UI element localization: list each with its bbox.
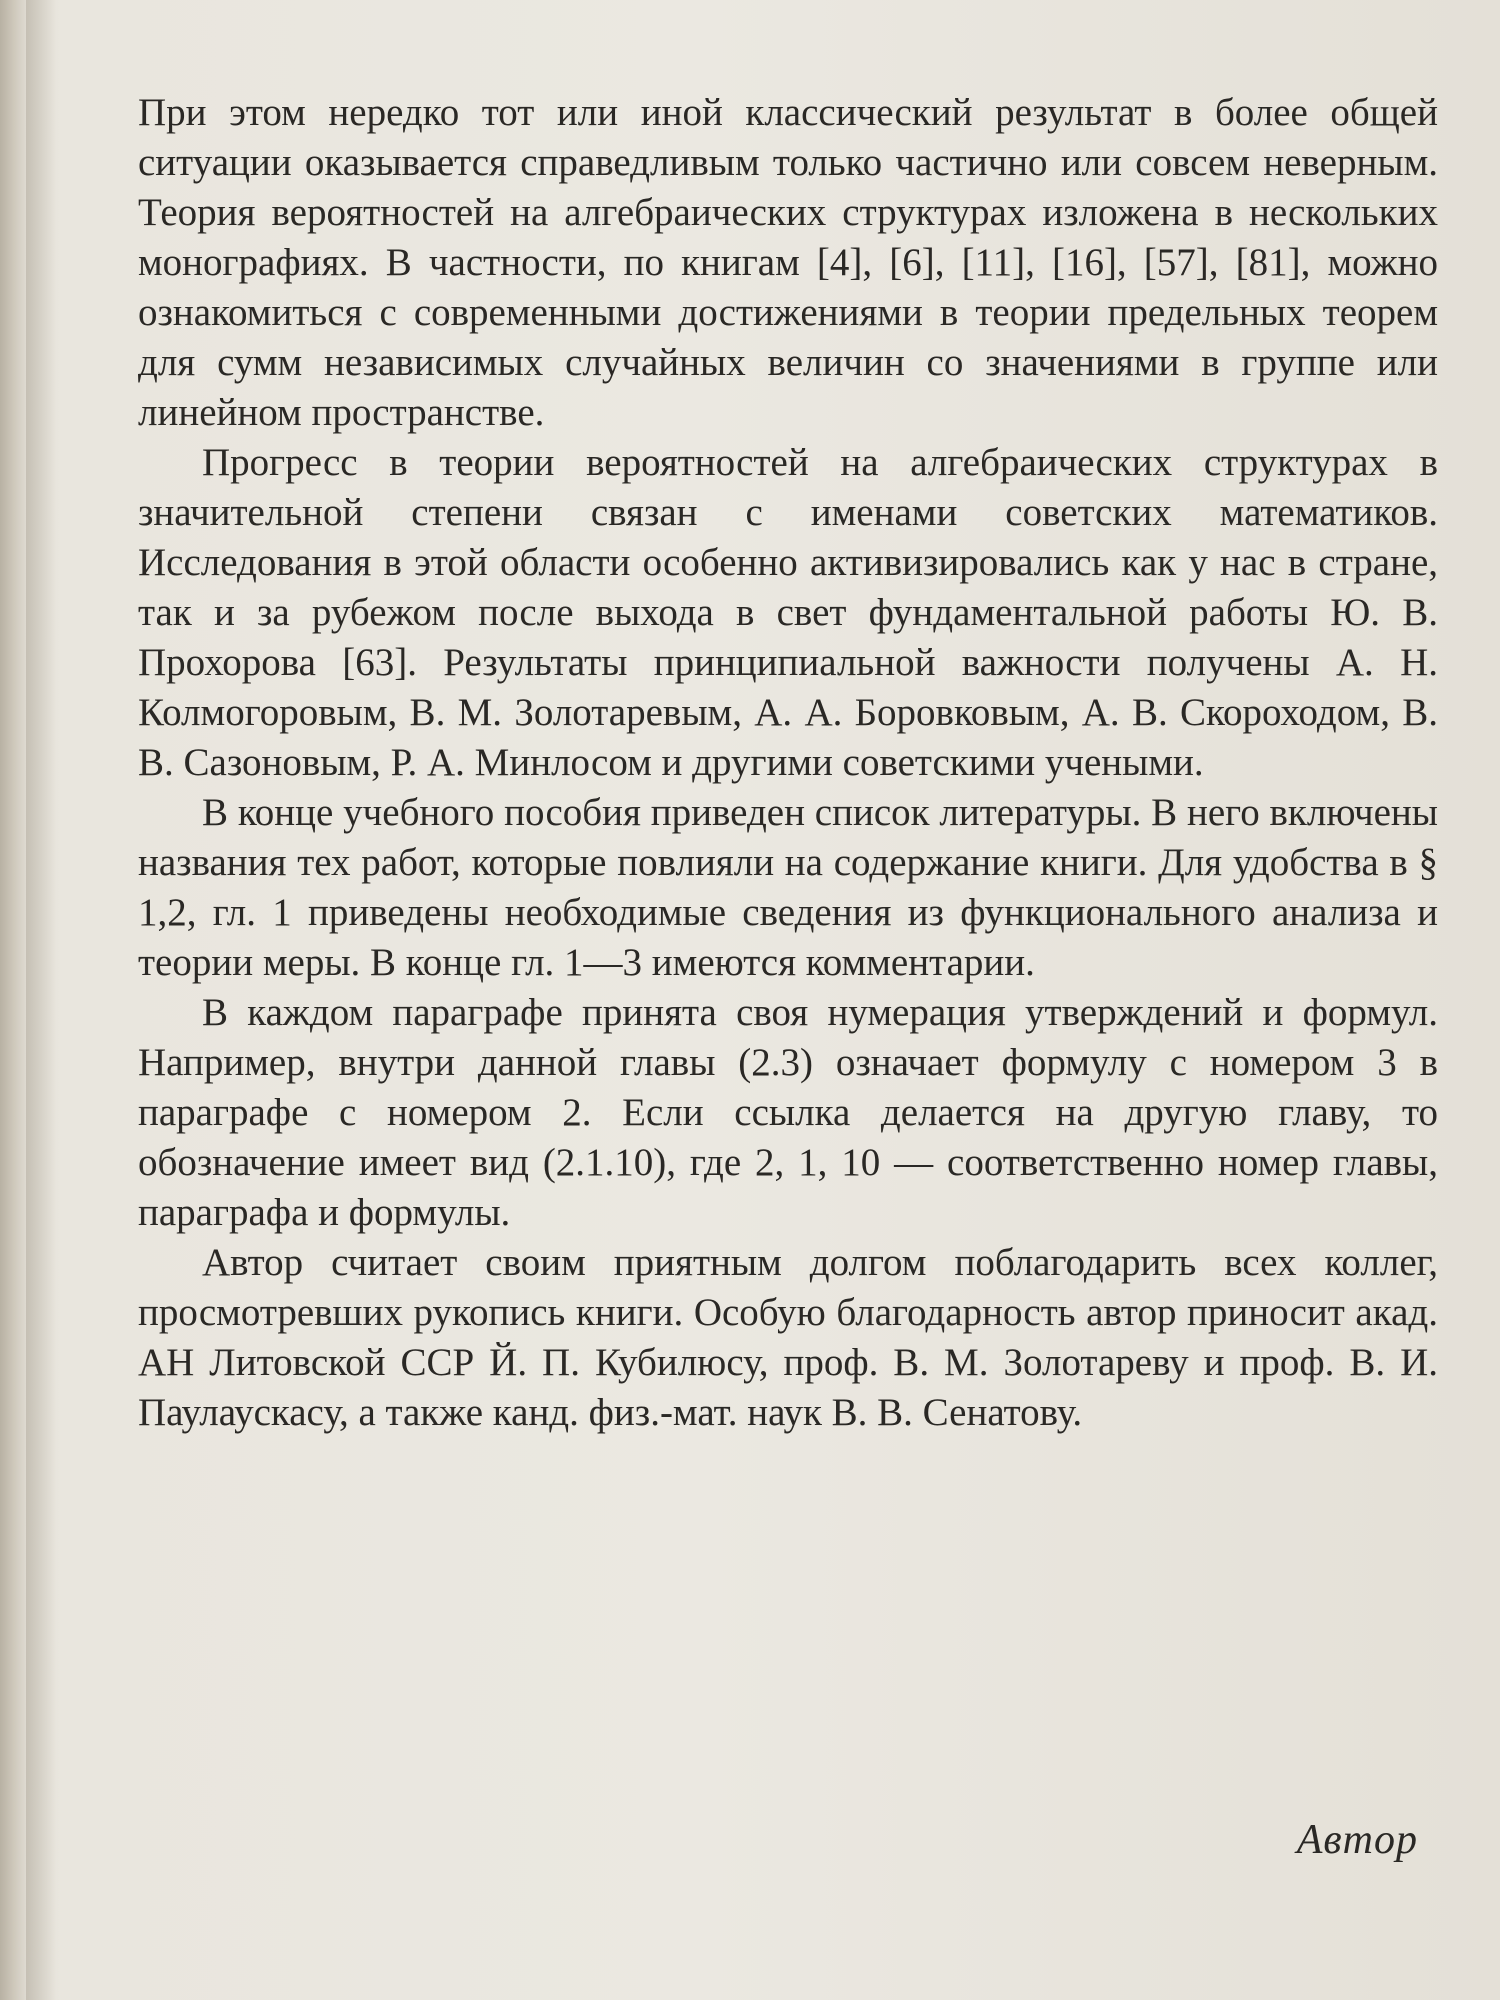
spine-shadow: [26, 0, 56, 2000]
paragraph-4: В каждом параграфе принята своя нумерация утверждений и формул. Например, внутри данной главы (2.3) означает формулу с номером 3 в параграфе с номером 2. Если ссылка делается на другую главу, то обозначение имеет вид (2.1.10), где 2, 1, 10 — соответственно номер главы, параграфа и формулы.: [138, 991, 1438, 1234]
book-spine: [0, 0, 26, 2000]
body-text: [138, 88, 1438, 1438]
paragraph-1: При этом нередко тот или иной классический результат в более общей ситуации оказывается справедливым только частично или совсем неверным. Теория вероятностей на алгебраических структурах изложена в нескольких монографиях. В частности, по книгам [4], [6], [11], [16], [57], [81], можно ознакомиться с современными достижениями в теории предельных теорем для сумм независимых случайных величин со значениями в группе или линейном пространстве.: [138, 91, 1438, 434]
paragraph-3: В конце учебного пособия приведен список литературы. В него включены названия тех работ, которые повлияли на содержание книги. Для удобства в § 1,2, гл. 1 приведены необходимые сведения из функционального анализа и теории меры. В конце гл. 1—3 имеются комментарии.: [138, 791, 1438, 984]
paragraph-5: Автор считает своим приятным долгом поблагодарить всех коллег, просмотревших рукопись книги. Особую благодарность автор приносит акад. АН Литовской ССР Й. П. Кубилюсу, проф. В. М. Золотареву и проф. В. И. Паулаускасу, а также канд. физ.-мат. наук В. В. Сенатову.: [138, 1241, 1438, 1434]
paragraph-2: Прогресс в теории вероятностей на алгебраических структурах в значительной степени связан с именами советских математиков. Исследования в этой области особенно активизировались как у нас в стране, так и за рубежом после выхода в свет фундаментальной работы Ю. В. Прохорова [63]. Результаты принципиальной важности получены А. Н. Колмогоровым, В. М. Золотаревым, А. А. Боровковым, А. В. Скороходом, В. В. Сазоновым, Р. А. Минлосом и другими советскими учеными.: [138, 441, 1438, 784]
author-signature: Автор: [1296, 1817, 1418, 1863]
